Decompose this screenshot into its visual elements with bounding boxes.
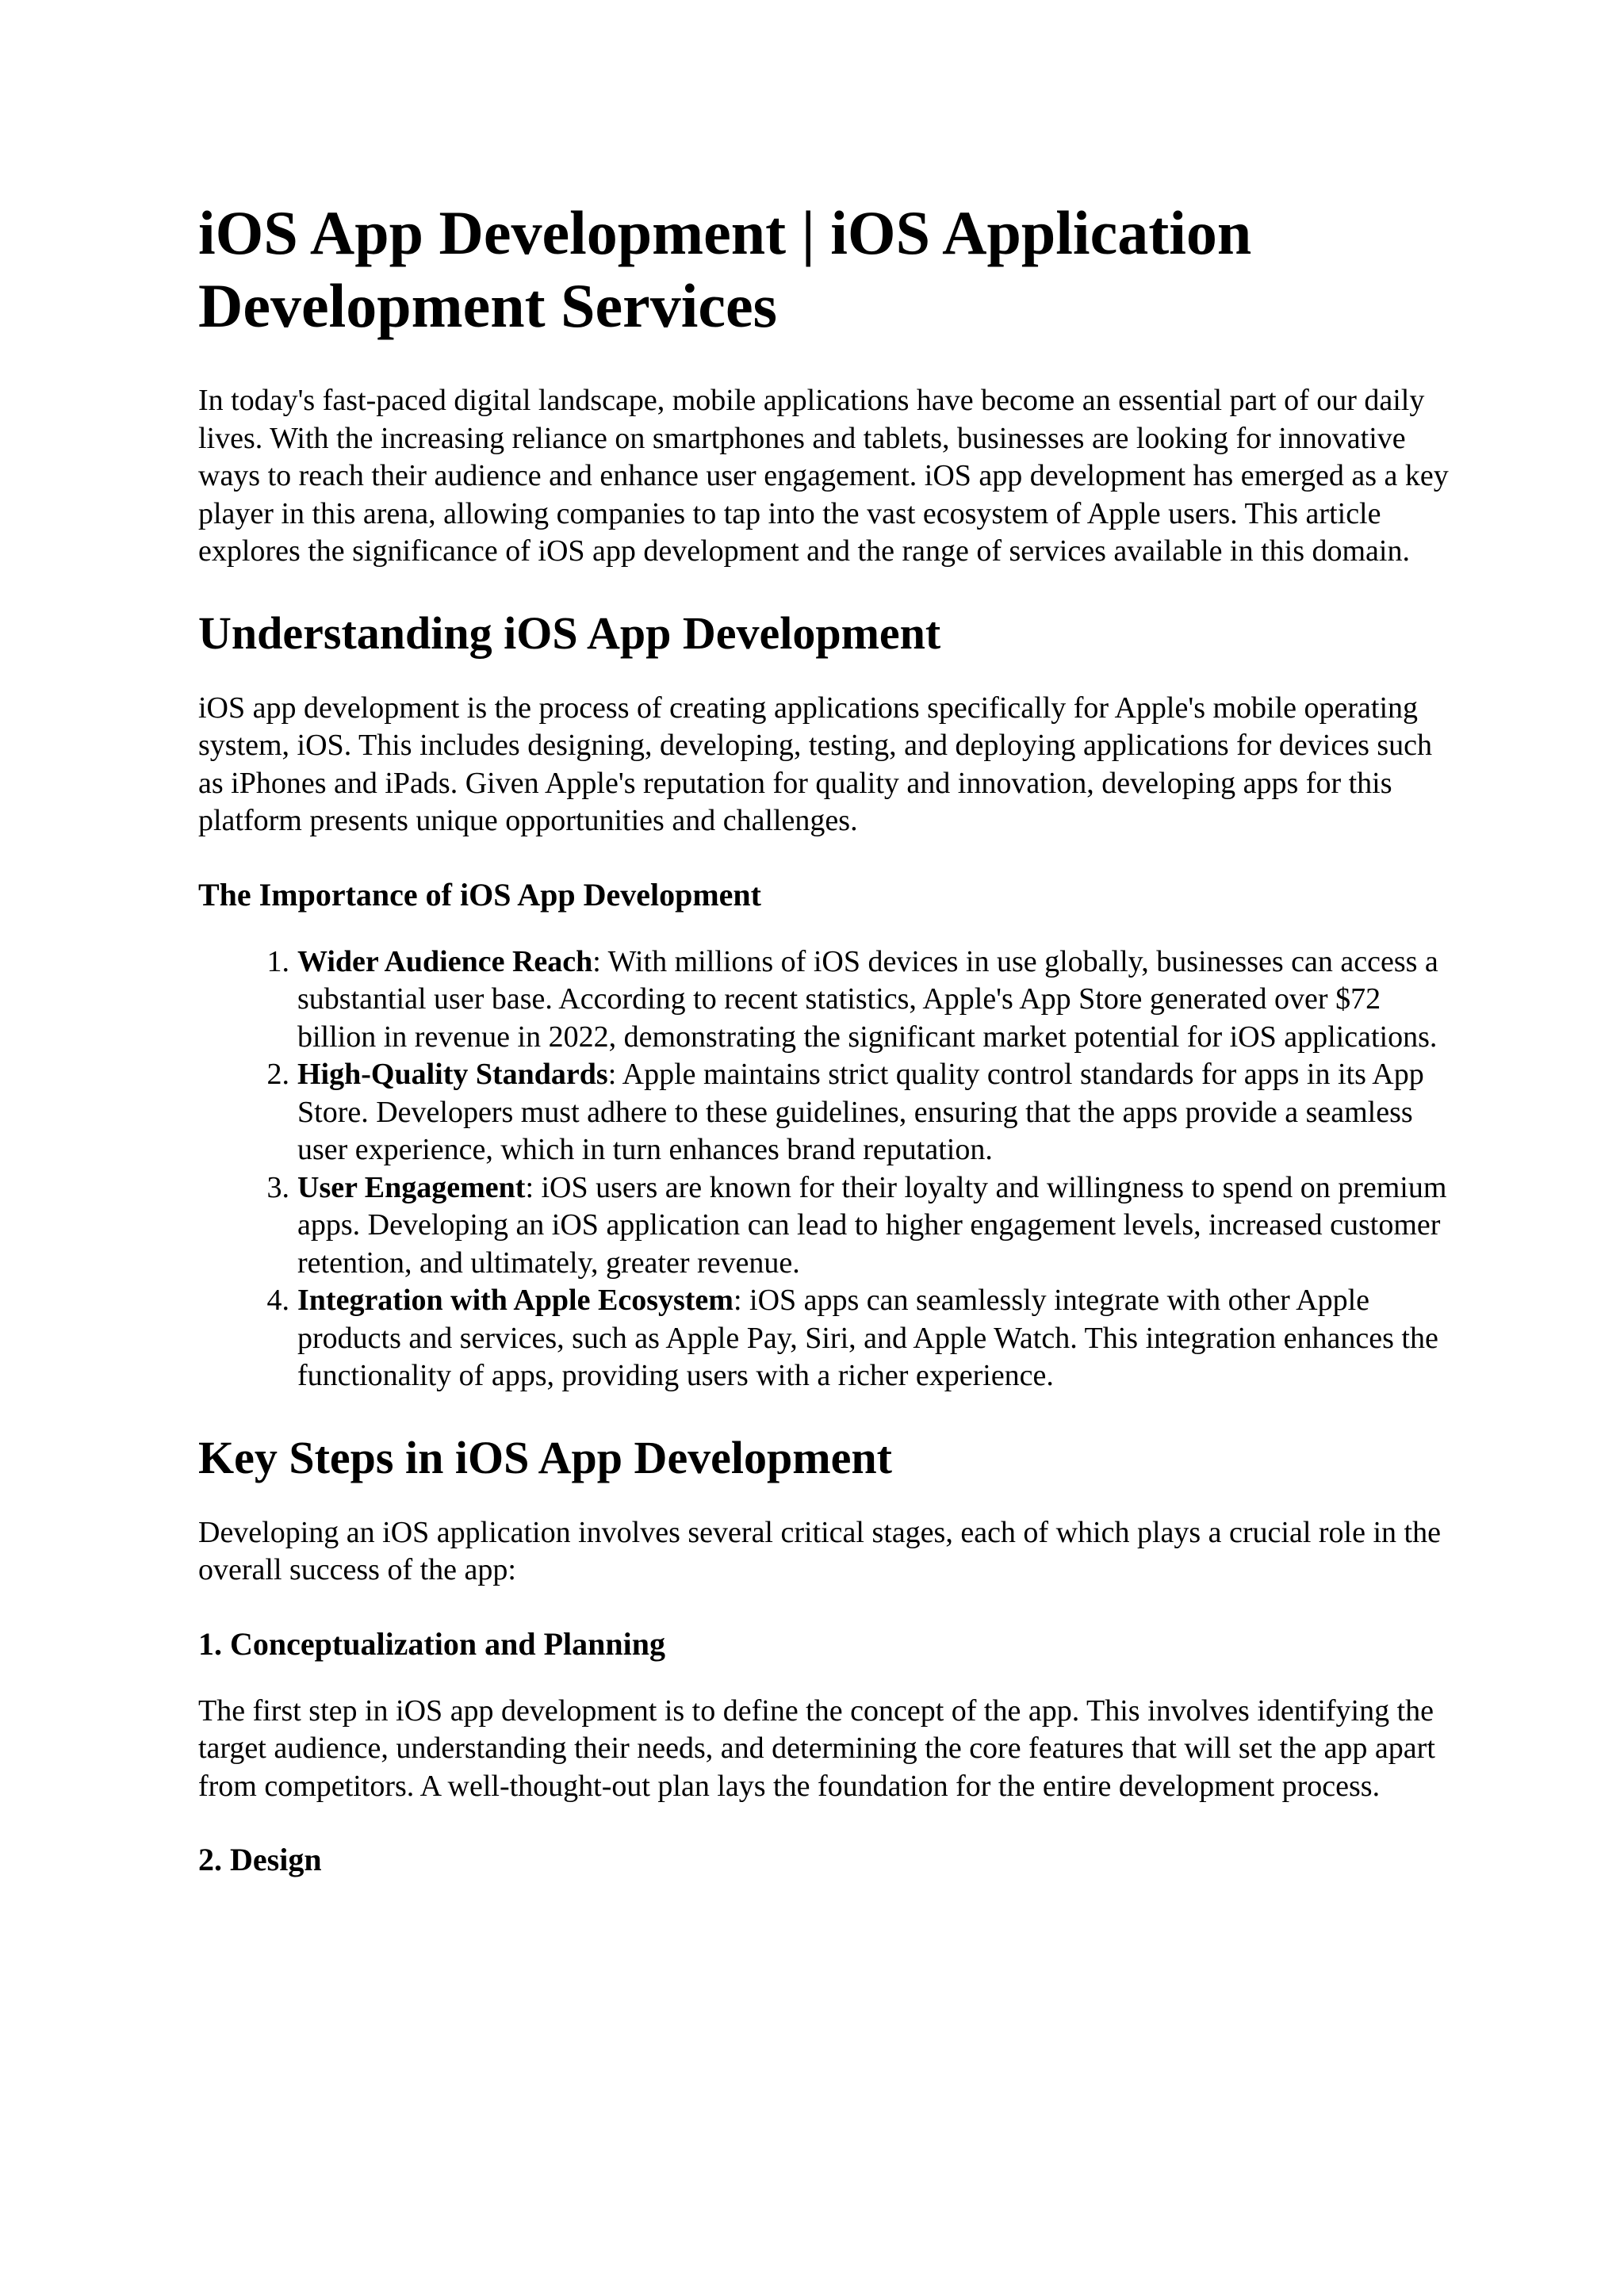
list-item <box>198 1169 1451 1283</box>
importance-list <box>198 943 1451 1395</box>
list-item-text: : With millions of iOS devices in use globally, businesses can access a substantial user base. According to recent statistics, Apple's App Store generated over $72 billion in revenue in 2022, demonstrating the significant market potential for iOS applications. <box>297 944 1438 1054</box>
conceptualization-paragraph: The first step in iOS app development is to define the concept of the app. This involves identifying the target audience, understanding their needs, and determining the core features that will set the app apart from competitors. A well-thought-out plan lays the foundation for the entire development process. <box>198 1693 1435 1803</box>
list-item-text: : Apple maintains strict quality control standards for apps in its App Store. Developers must adhere to these guidelines, ensuring that the apps provide a seamless user experience, which in turn enhances brand reputation. <box>297 1058 1424 1166</box>
list-item-term: Integration with Apple Ecosystem <box>297 1284 733 1317</box>
understanding-paragraph: iOS app development is the process of creating applications specifically for Apple's mobile operating system, iOS. This includes designing, developing, testing, and deploying applications for devices such as iPhones and iPads. Given Apple's reputation for quality and innovation, developing apps for this platform presents unique opportunities and challenges. <box>198 691 1433 837</box>
list-item-text: : iOS users are known for their loyalty and willingness to spend on premium apps. Developing an iOS application can lead to higher engagement levels, increased customer retention, and ultimately, greater revenue. <box>297 1170 1447 1280</box>
list-item-term: Wider Audience Reach <box>297 944 593 978</box>
list-item-text: : iOS apps can seamlessly integrate with other Apple products and services, such as Apple Pay, Siri, and Apple Watch. This integration enhances the functionality of apps, providing users with a richer experience. <box>297 1284 1438 1392</box>
intro-paragraph: In today's fast-paced digital landscape, mobile applications have become an essential part of our daily lives. With the increasing reliance on smartphones and tablets, businesses are looking for innovative ways to reach their audience and enhance user engagement. iOS app development has emerged as a key player in this arena, allowing companies to tap into the vast ecosystem of Apple users. This article explores the significance of iOS app development and the range of services available in this domain. <box>198 384 1449 568</box>
document-page <box>198 197 1451 1908</box>
step-heading-design: 2. Design <box>198 1842 322 1877</box>
section-heading-understanding: Understanding iOS App Development <box>198 607 941 659</box>
list-item <box>198 1282 1451 1395</box>
step-heading-conceptualization: 1. Conceptualization and Planning <box>198 1625 666 1662</box>
list-item <box>198 943 1451 1057</box>
key-steps-intro-paragraph: Developing an iOS application involves several critical stages, each of which plays a crucial role in the overall success of the app: <box>198 1515 1441 1586</box>
list-item-number: 4. <box>266 1284 289 1317</box>
list-item-number: 1. <box>266 944 289 978</box>
list-item-number: 3. <box>266 1170 289 1204</box>
list-item <box>198 1056 1451 1169</box>
section-heading-key-steps: Key Steps in iOS App Development <box>198 1431 892 1483</box>
list-item-term: User Engagement <box>297 1170 526 1204</box>
subheading-importance: The Importance of iOS App Development <box>198 876 761 913</box>
list-item-term: High-Quality Standards <box>297 1058 608 1091</box>
list-item-number: 2. <box>266 1058 289 1091</box>
page-title: iOS App Development | iOS Application Development Services <box>198 198 1252 340</box>
